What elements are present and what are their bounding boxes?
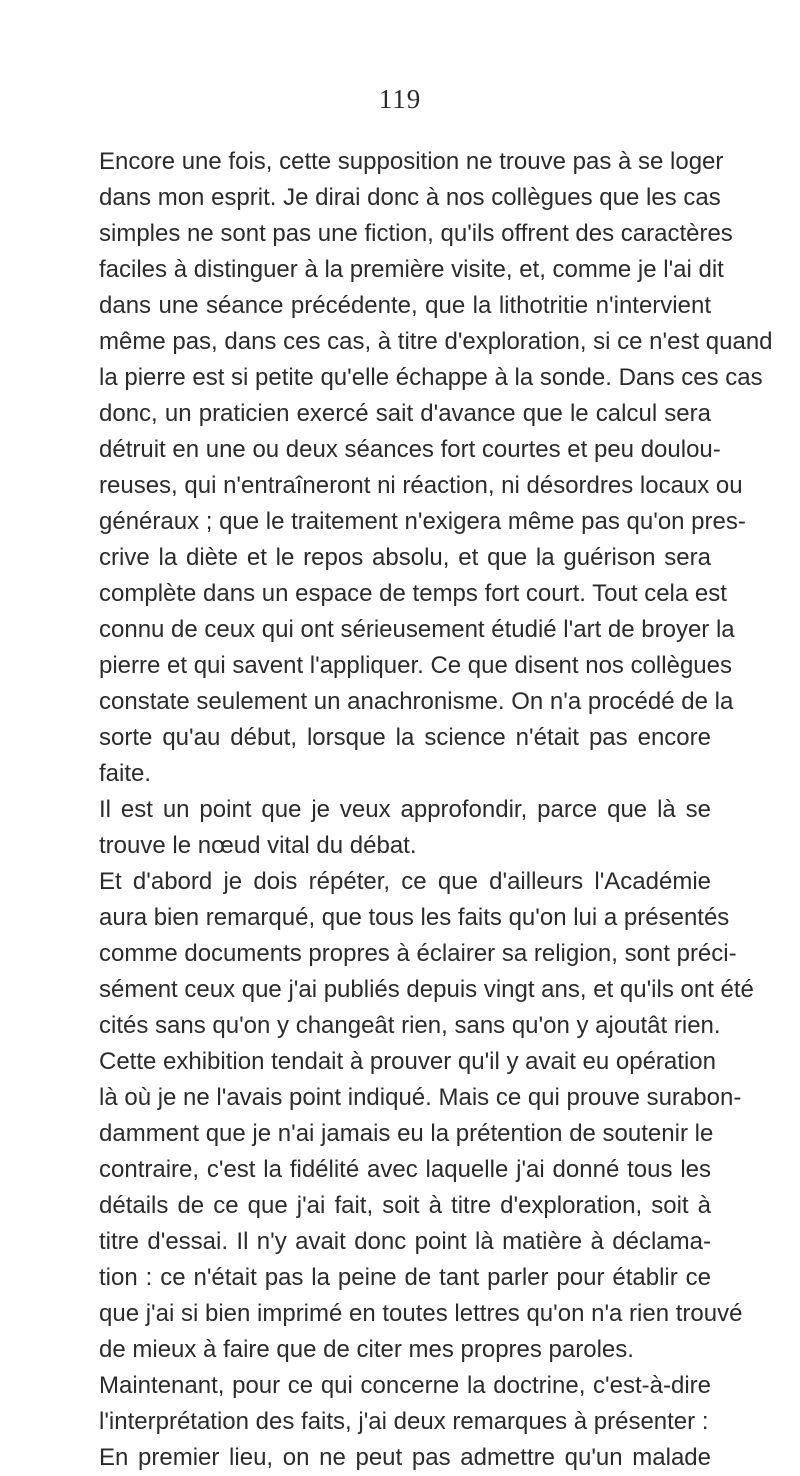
text-line: titre d'essai. Il n'y avait donc point là matière à déclama-: [99, 1228, 711, 1255]
page-number: 119: [378, 84, 422, 114]
text-line: reuses, qui n'entraîneront ni réaction, ni désordres locaux ou: [99, 472, 743, 499]
text-line: pierre et qui savent l'appliquer. Ce que disent nos collègues: [99, 652, 732, 679]
text-line: aura bien remarqué, que tous les faits qu'on lui a présentés: [99, 904, 730, 931]
text-line: constate seulement un anachronisme. On n'a procédé de la: [99, 688, 734, 715]
text-line: Maintenant, pour ce qui concerne la doctrine, c'est-à-dire: [99, 1372, 711, 1399]
text-line: généraux ; que le traitement n'exigera même pas qu'on pres-: [99, 508, 746, 535]
text-line: sément ceux que j'ai publiés depuis vingt ans, et qu'ils ont été: [99, 976, 754, 1003]
text-line: cités sans qu'on y changeât rien, sans qu'on y ajoutât rien.: [99, 1012, 721, 1039]
text-line: faciles à distinguer à la première visite, et, comme je l'ai dit: [99, 256, 724, 283]
text-line: comme documents propres à éclairer sa religion, sont préci-: [99, 940, 737, 967]
text-line: simples ne sont pas une fiction, qu'ils offrent des caractères: [99, 220, 733, 247]
text-line: trouve le nœud vital du débat.: [99, 832, 417, 859]
text-line: dans mon esprit. Je dirai donc à nos collègues que les cas: [99, 184, 721, 211]
text-line: là où je ne l'avais point indiqué. Mais ce qui prouve surabon-: [99, 1084, 742, 1111]
text-line: dans une séance précédente, que la lithotritie n'intervient: [99, 292, 711, 319]
text-line: donc, un praticien exercé sait d'avance que le calcul sera: [99, 400, 711, 427]
text-line: crive la diète et le repos absolu, et que la guérison sera: [99, 544, 711, 571]
text-line: détruit en une ou deux séances fort courtes et peu doulou-: [99, 436, 721, 463]
text-line: Encore une fois, cette supposition ne trouve pas à se loger: [99, 148, 724, 175]
text-line: même pas, dans ces cas, à titre d'exploration, si ce n'est quand: [99, 328, 773, 355]
text-line: la pierre est si petite qu'elle échappe à la sonde. Dans ces cas: [99, 364, 763, 391]
text-line: Cette exhibition tendait à prouver qu'il y avait eu opération: [99, 1048, 716, 1075]
text-line: complète dans un espace de temps fort court. Tout cela est: [99, 580, 727, 607]
text-line: Il est un point que je veux approfondir, parce que là se: [99, 796, 711, 823]
text-line: l'interprétation des faits, j'ai deux remarques à présenter :: [99, 1408, 709, 1435]
text-line: faite.: [99, 760, 152, 787]
body-text: [99, 144, 773, 1476]
text-line: connu de ceux qui ont sérieusement étudié l'art de broyer la: [99, 616, 735, 643]
text-line: En premier lieu, on ne peut pas admettre qu'un malade: [99, 1444, 711, 1471]
text-line: de mieux à faire que de citer mes propres paroles.: [99, 1336, 634, 1363]
text-line: sorte qu'au début, lorsque la science n'était pas encore: [99, 724, 711, 751]
text-line: tion : ce n'était pas la peine de tant parler pour établir ce: [99, 1264, 711, 1291]
text-line: Et d'abord je dois répéter, ce que d'ailleurs l'Académie: [99, 868, 711, 895]
text-line: détails de ce que j'ai fait, soit à titre d'exploration, soit à: [99, 1192, 711, 1219]
text-line: que j'ai si bien imprimé en toutes lettres qu'on n'a rien trouvé: [99, 1300, 743, 1327]
text-line: damment que je n'ai jamais eu la prétention de soutenir le: [99, 1120, 714, 1147]
text-line: contraire, c'est la fidélité avec laquelle j'ai donné tous les: [99, 1156, 711, 1183]
